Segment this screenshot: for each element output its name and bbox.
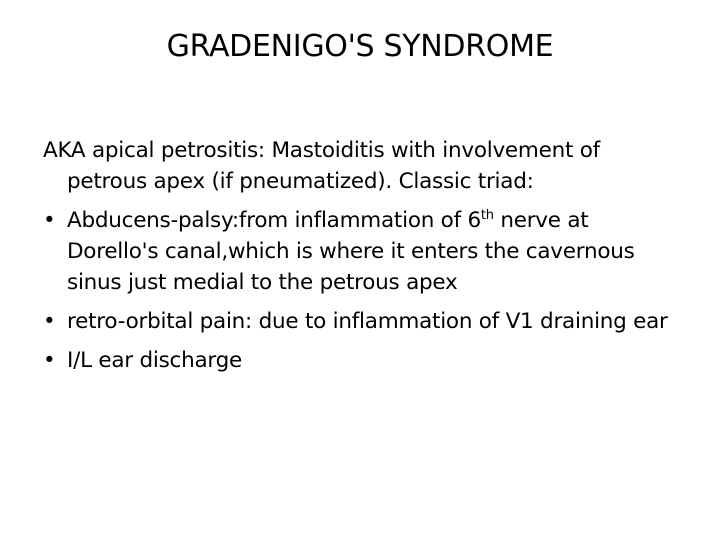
bullet-item-abducens-palsy [43, 205, 683, 298]
bullet-item-retro-orbital-pain [43, 306, 683, 337]
slide-body [43, 135, 683, 384]
bullet-text-before-superscript: Abducens-palsy:from inflammation of 6 [67, 208, 481, 233]
ordinal-superscript: th [480, 208, 494, 223]
bullet-text-after-superscript: nerve at Dorello's canal,which is where it enters the cavernous sinus just medial to the petrous apex [67, 208, 635, 295]
slide-title: GRADENIGO'S SYNDROME [166, 29, 554, 64]
bullet-text: I/L ear discharge [67, 348, 243, 373]
bullet-list [43, 205, 683, 376]
bullet-item-ear-discharge [43, 345, 683, 376]
bullet-text: retro-orbital pain: due to inflammation of V1 draining ear [67, 309, 668, 334]
bullet-icon: • [43, 309, 56, 334]
intro-text: AKA apical petrositis: Mastoiditis with involvement of petrous apex (if pneumatized). Classic triad: [43, 138, 600, 194]
bullet-icon: • [43, 348, 56, 373]
bullet-icon: • [43, 208, 56, 233]
